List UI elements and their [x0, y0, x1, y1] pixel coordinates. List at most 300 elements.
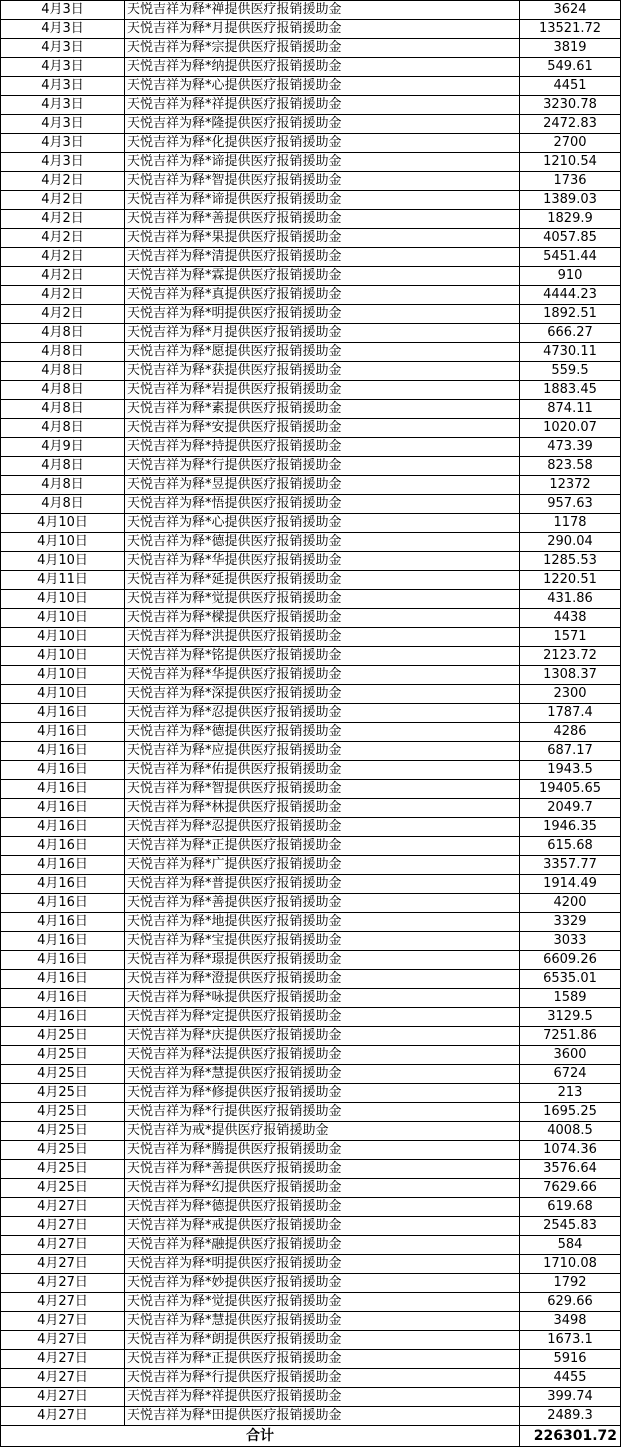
row-description: 天悦吉祥为释*佑提供医疗报销援助金 [125, 761, 520, 780]
row-date: 4月27日 [1, 1331, 125, 1350]
row-amount: 1883.45 [520, 381, 621, 400]
table-row [1, 1198, 621, 1217]
row-amount: 6535.01 [520, 970, 621, 989]
row-description: 天悦吉祥为释*宝提供医疗报销援助金 [125, 932, 520, 951]
row-date: 4月16日 [1, 989, 125, 1008]
row-date: 4月25日 [1, 1084, 125, 1103]
row-amount: 3576.64 [520, 1160, 621, 1179]
row-description: 天悦吉祥为释*德提供医疗报销援助金 [125, 533, 520, 552]
row-date: 4月25日 [1, 1065, 125, 1084]
table-row [1, 39, 621, 58]
row-description: 天悦吉祥为释*融提供医疗报销援助金 [125, 1236, 520, 1255]
row-amount: 1792 [520, 1274, 621, 1293]
table-row [1, 761, 621, 780]
row-description: 天悦吉祥为释*善提供医疗报销援助金 [125, 894, 520, 913]
row-amount: 4730.11 [520, 343, 621, 362]
table-row [1, 780, 621, 799]
row-amount: 1285.53 [520, 552, 621, 571]
row-date: 4月27日 [1, 1388, 125, 1407]
row-date: 4月16日 [1, 894, 125, 913]
row-amount: 1695.25 [520, 1103, 621, 1122]
table-row [1, 1388, 621, 1407]
row-amount: 3357.77 [520, 856, 621, 875]
table-row [1, 172, 621, 191]
row-amount: 3624 [520, 1, 621, 20]
row-amount: 4200 [520, 894, 621, 913]
row-date: 4月16日 [1, 837, 125, 856]
row-description: 天悦吉祥为释*忍提供医疗报销援助金 [125, 704, 520, 723]
table-row [1, 1350, 621, 1369]
row-date: 4月10日 [1, 514, 125, 533]
row-amount: 4057.85 [520, 229, 621, 248]
table-row [1, 1103, 621, 1122]
row-date: 4月27日 [1, 1217, 125, 1236]
row-date: 4月8日 [1, 400, 125, 419]
table-row [1, 267, 621, 286]
table-row [1, 1274, 621, 1293]
row-description: 天悦吉祥为释*祥提供医疗报销援助金 [125, 96, 520, 115]
row-amount: 1914.49 [520, 875, 621, 894]
row-date: 4月16日 [1, 742, 125, 761]
table-row [1, 115, 621, 134]
row-description: 天悦吉祥为释*善提供医疗报销援助金 [125, 1160, 520, 1179]
row-description: 天悦吉祥为释*妙提供医疗报销援助金 [125, 1274, 520, 1293]
table-row [1, 134, 621, 153]
row-description: 天悦吉祥为释*慧提供医疗报销援助金 [125, 1065, 520, 1084]
table-row [1, 609, 621, 628]
row-description: 天悦吉祥为释*正提供医疗报销援助金 [125, 837, 520, 856]
row-description: 天悦吉祥为释*祥提供医疗报销援助金 [125, 1388, 520, 1407]
row-description: 天悦吉祥为释*化提供医疗报销援助金 [125, 134, 520, 153]
table-row [1, 362, 621, 381]
row-description: 天悦吉祥为释*咏提供医疗报销援助金 [125, 989, 520, 1008]
row-description: 天悦吉祥为释*林提供医疗报销援助金 [125, 799, 520, 818]
row-description: 天悦吉祥为释*普提供医疗报销援助金 [125, 875, 520, 894]
row-amount: 399.74 [520, 1388, 621, 1407]
table-row [1, 1122, 621, 1141]
row-date: 4月2日 [1, 229, 125, 248]
row-description: 天悦吉祥为释*澄提供医疗报销援助金 [125, 970, 520, 989]
table-row [1, 153, 621, 172]
row-amount: 12372 [520, 476, 621, 495]
table-row [1, 1312, 621, 1331]
table-row [1, 343, 621, 362]
row-amount: 584 [520, 1236, 621, 1255]
table-row [1, 533, 621, 552]
row-date: 4月16日 [1, 799, 125, 818]
row-amount: 823.58 [520, 457, 621, 476]
row-description: 天悦吉祥为释*智提供医疗报销援助金 [125, 172, 520, 191]
row-date: 4月3日 [1, 134, 125, 153]
row-description: 天悦吉祥为释*霖提供医疗报销援助金 [125, 267, 520, 286]
table-body [1, 1, 621, 1426]
row-date: 4月27日 [1, 1407, 125, 1426]
row-description: 天悦吉祥为戒*提供医疗报销援助金 [125, 1122, 520, 1141]
table-row [1, 1255, 621, 1274]
table-row [1, 514, 621, 533]
row-amount: 1943.5 [520, 761, 621, 780]
row-amount: 1220.51 [520, 571, 621, 590]
table-row [1, 799, 621, 818]
row-amount: 1074.36 [520, 1141, 621, 1160]
row-amount: 2472.83 [520, 115, 621, 134]
row-description: 天悦吉祥为释*月提供医疗报销援助金 [125, 324, 520, 343]
table-row [1, 1, 621, 20]
row-date: 4月2日 [1, 248, 125, 267]
row-amount: 1946.35 [520, 818, 621, 837]
table-row [1, 1331, 621, 1350]
row-description: 天悦吉祥为释*获提供医疗报销援助金 [125, 362, 520, 381]
table-row [1, 191, 621, 210]
row-description: 天悦吉祥为释*行提供医疗报销援助金 [125, 1103, 520, 1122]
row-date: 4月3日 [1, 1, 125, 20]
table-row [1, 58, 621, 77]
row-amount: 3129.5 [520, 1008, 621, 1027]
row-description: 天悦吉祥为释*岩提供医疗报销援助金 [125, 381, 520, 400]
row-description: 天悦吉祥为释*安提供医疗报销援助金 [125, 419, 520, 438]
row-date: 4月3日 [1, 58, 125, 77]
row-description: 天悦吉祥为释*璟提供医疗报销援助金 [125, 951, 520, 970]
row-description: 天悦吉祥为释*善提供医疗报销援助金 [125, 210, 520, 229]
row-date: 4月8日 [1, 419, 125, 438]
row-date: 4月16日 [1, 1008, 125, 1027]
row-amount: 1829.9 [520, 210, 621, 229]
row-date: 4月16日 [1, 970, 125, 989]
row-amount: 1673.1 [520, 1331, 621, 1350]
row-description: 天悦吉祥为释*愿提供医疗报销援助金 [125, 343, 520, 362]
table-row [1, 210, 621, 229]
table-row [1, 1008, 621, 1027]
row-amount: 5451.44 [520, 248, 621, 267]
row-amount: 619.68 [520, 1198, 621, 1217]
table-row [1, 704, 621, 723]
row-amount: 1020.07 [520, 419, 621, 438]
row-date: 4月16日 [1, 761, 125, 780]
table-row [1, 419, 621, 438]
row-description: 天悦吉祥为释*铭提供医疗报销援助金 [125, 647, 520, 666]
table-row [1, 1160, 621, 1179]
table-row [1, 286, 621, 305]
row-amount: 957.63 [520, 495, 621, 514]
table-row [1, 1293, 621, 1312]
row-amount: 4451 [520, 77, 621, 96]
row-date: 4月10日 [1, 685, 125, 704]
row-amount: 3600 [520, 1046, 621, 1065]
row-description: 天悦吉祥为释*华提供医疗报销援助金 [125, 666, 520, 685]
table-row [1, 1369, 621, 1388]
table-row [1, 970, 621, 989]
total-label: 合计 [1, 1426, 520, 1447]
table-row [1, 552, 621, 571]
row-amount: 2049.7 [520, 799, 621, 818]
row-description: 天悦吉祥为释*悟提供医疗报销援助金 [125, 495, 520, 514]
table-row [1, 324, 621, 343]
row-description: 天悦吉祥为释*华提供医疗报销援助金 [125, 552, 520, 571]
row-date: 4月16日 [1, 951, 125, 970]
row-description: 天悦吉祥为释*果提供医疗报销援助金 [125, 229, 520, 248]
row-date: 4月16日 [1, 856, 125, 875]
row-date: 4月8日 [1, 476, 125, 495]
row-date: 4月2日 [1, 191, 125, 210]
row-date: 4月2日 [1, 172, 125, 191]
table-row [1, 989, 621, 1008]
row-description: 天悦吉祥为释*觉提供医疗报销援助金 [125, 590, 520, 609]
table-row [1, 476, 621, 495]
row-date: 4月25日 [1, 1103, 125, 1122]
table-row [1, 1065, 621, 1084]
row-amount: 549.61 [520, 58, 621, 77]
row-date: 4月16日 [1, 932, 125, 951]
row-date: 4月2日 [1, 210, 125, 229]
table-row [1, 818, 621, 837]
row-description: 天悦吉祥为释*心提供医疗报销援助金 [125, 514, 520, 533]
row-description: 天悦吉祥为释*清提供医疗报销援助金 [125, 248, 520, 267]
row-date: 4月27日 [1, 1236, 125, 1255]
row-description: 天悦吉祥为释*田提供医疗报销援助金 [125, 1407, 520, 1426]
row-amount: 1892.51 [520, 305, 621, 324]
table-row [1, 1236, 621, 1255]
row-amount: 5916 [520, 1350, 621, 1369]
table-row [1, 666, 621, 685]
row-date: 4月25日 [1, 1046, 125, 1065]
row-amount: 629.66 [520, 1293, 621, 1312]
row-date: 4月3日 [1, 96, 125, 115]
row-amount: 213 [520, 1084, 621, 1103]
row-date: 4月3日 [1, 39, 125, 58]
row-date: 4月11日 [1, 571, 125, 590]
row-date: 4月8日 [1, 362, 125, 381]
row-description: 天悦吉祥为释*谛提供医疗报销援助金 [125, 191, 520, 210]
row-amount: 4455 [520, 1369, 621, 1388]
row-date: 4月25日 [1, 1027, 125, 1046]
row-amount: 6724 [520, 1065, 621, 1084]
row-date: 4月8日 [1, 457, 125, 476]
table-row [1, 894, 621, 913]
table-row [1, 913, 621, 932]
row-amount: 666.27 [520, 324, 621, 343]
row-date: 4月16日 [1, 875, 125, 894]
row-description: 天悦吉祥为释*心提供医疗报销援助金 [125, 77, 520, 96]
row-date: 4月10日 [1, 628, 125, 647]
row-amount: 1710.08 [520, 1255, 621, 1274]
row-amount: 3230.78 [520, 96, 621, 115]
table-row [1, 1407, 621, 1426]
row-description: 天悦吉祥为释*纳提供医疗报销援助金 [125, 58, 520, 77]
row-description: 天悦吉祥为释*深提供医疗报销援助金 [125, 685, 520, 704]
row-amount: 910 [520, 267, 621, 286]
row-description: 天悦吉祥为释*明提供医疗报销援助金 [125, 305, 520, 324]
table-row [1, 381, 621, 400]
table-row [1, 305, 621, 324]
row-description: 天悦吉祥为释*月提供医疗报销援助金 [125, 20, 520, 39]
row-amount: 1210.54 [520, 153, 621, 172]
row-amount: 2123.72 [520, 647, 621, 666]
row-amount: 6609.26 [520, 951, 621, 970]
row-date: 4月2日 [1, 286, 125, 305]
row-date: 4月8日 [1, 324, 125, 343]
table-row [1, 1217, 621, 1236]
row-date: 4月10日 [1, 590, 125, 609]
table-row [1, 248, 621, 267]
row-description: 天悦吉祥为释*幻提供医疗报销援助金 [125, 1179, 520, 1198]
table-row [1, 647, 621, 666]
row-description: 天悦吉祥为释*戒提供医疗报销援助金 [125, 1217, 520, 1236]
table-row [1, 628, 621, 647]
row-description: 天悦吉祥为释*持提供医疗报销援助金 [125, 438, 520, 457]
row-date: 4月2日 [1, 267, 125, 286]
table-row [1, 1027, 621, 1046]
row-description: 天悦吉祥为释*应提供医疗报销援助金 [125, 742, 520, 761]
table-row [1, 229, 621, 248]
row-amount: 4008.5 [520, 1122, 621, 1141]
row-description: 天悦吉祥为释*禅提供医疗报销援助金 [125, 1, 520, 20]
row-date: 4月16日 [1, 780, 125, 799]
row-date: 4月27日 [1, 1369, 125, 1388]
row-description: 天悦吉祥为释*行提供医疗报销援助金 [125, 1369, 520, 1388]
row-date: 4月27日 [1, 1350, 125, 1369]
row-date: 4月8日 [1, 495, 125, 514]
table-row [1, 77, 621, 96]
row-description: 天悦吉祥为释*正提供医疗报销援助金 [125, 1350, 520, 1369]
row-amount: 687.17 [520, 742, 621, 761]
total-amount: 226301.72 [520, 1426, 621, 1447]
row-date: 4月10日 [1, 666, 125, 685]
row-description: 天悦吉祥为释*定提供医疗报销援助金 [125, 1008, 520, 1027]
row-description: 天悦吉祥为释*地提供医疗报销援助金 [125, 913, 520, 932]
row-date: 4月16日 [1, 723, 125, 742]
row-amount: 1736 [520, 172, 621, 191]
row-date: 4月3日 [1, 20, 125, 39]
row-description: 天悦吉祥为释*忍提供医疗报销援助金 [125, 818, 520, 837]
table-row [1, 20, 621, 39]
row-date: 4月9日 [1, 438, 125, 457]
row-date: 4月8日 [1, 343, 125, 362]
table-row [1, 932, 621, 951]
table-row [1, 723, 621, 742]
row-date: 4月3日 [1, 115, 125, 134]
table-row [1, 1046, 621, 1065]
table-row [1, 438, 621, 457]
table-row [1, 96, 621, 115]
row-description: 天悦吉祥为释*庆提供医疗报销援助金 [125, 1027, 520, 1046]
row-date: 4月10日 [1, 647, 125, 666]
row-date: 4月27日 [1, 1293, 125, 1312]
row-date: 4月10日 [1, 552, 125, 571]
row-amount: 2700 [520, 134, 621, 153]
table-row [1, 951, 621, 970]
row-amount: 4286 [520, 723, 621, 742]
row-date: 4月2日 [1, 305, 125, 324]
row-amount: 1787.4 [520, 704, 621, 723]
table-row [1, 457, 621, 476]
row-amount: 1571 [520, 628, 621, 647]
row-description: 天悦吉祥为释*朗提供医疗报销援助金 [125, 1331, 520, 1350]
table-row [1, 875, 621, 894]
row-date: 4月27日 [1, 1198, 125, 1217]
row-description: 天悦吉祥为释*宗提供医疗报销援助金 [125, 39, 520, 58]
table-row [1, 495, 621, 514]
table-row [1, 1141, 621, 1160]
row-amount: 290.04 [520, 533, 621, 552]
row-date: 4月10日 [1, 533, 125, 552]
row-date: 4月16日 [1, 913, 125, 932]
row-date: 4月25日 [1, 1122, 125, 1141]
total-row [1, 1426, 621, 1447]
row-date: 4月16日 [1, 818, 125, 837]
row-date: 4月27日 [1, 1274, 125, 1293]
row-description: 天悦吉祥为释*昱提供医疗报销援助金 [125, 476, 520, 495]
row-amount: 615.68 [520, 837, 621, 856]
row-description: 天悦吉祥为释*觉提供医疗报销援助金 [125, 1293, 520, 1312]
row-description: 天悦吉祥为释*明提供医疗报销援助金 [125, 1255, 520, 1274]
table-row [1, 685, 621, 704]
row-amount: 7251.86 [520, 1027, 621, 1046]
row-description: 天悦吉祥为释*谛提供医疗报销援助金 [125, 153, 520, 172]
row-amount: 3329 [520, 913, 621, 932]
row-date: 4月25日 [1, 1160, 125, 1179]
row-date: 4月10日 [1, 609, 125, 628]
row-date: 4月3日 [1, 153, 125, 172]
row-amount: 3498 [520, 1312, 621, 1331]
row-date: 4月25日 [1, 1179, 125, 1198]
row-amount: 1389.03 [520, 191, 621, 210]
row-date: 4月3日 [1, 77, 125, 96]
table-row [1, 1179, 621, 1198]
table-row [1, 837, 621, 856]
row-amount: 4438 [520, 609, 621, 628]
row-amount: 1178 [520, 514, 621, 533]
row-description: 天悦吉祥为释*广提供医疗报销援助金 [125, 856, 520, 875]
row-description: 天悦吉祥为释*智提供医疗报销援助金 [125, 780, 520, 799]
table-row [1, 571, 621, 590]
row-amount: 2489.3 [520, 1407, 621, 1426]
row-amount: 2545.83 [520, 1217, 621, 1236]
row-amount: 7629.66 [520, 1179, 621, 1198]
row-description: 天悦吉祥为释*腾提供医疗报销援助金 [125, 1141, 520, 1160]
row-date: 4月8日 [1, 381, 125, 400]
row-description: 天悦吉祥为释*素提供医疗报销援助金 [125, 400, 520, 419]
row-amount: 19405.65 [520, 780, 621, 799]
row-description: 天悦吉祥为释*延提供医疗报销援助金 [125, 571, 520, 590]
row-amount: 13521.72 [520, 20, 621, 39]
row-amount: 1308.37 [520, 666, 621, 685]
row-description: 天悦吉祥为释*洪提供医疗报销援助金 [125, 628, 520, 647]
row-date: 4月27日 [1, 1255, 125, 1274]
table-row [1, 400, 621, 419]
row-amount: 431.86 [520, 590, 621, 609]
table-row [1, 856, 621, 875]
row-description: 天悦吉祥为释*隆提供医疗报销援助金 [125, 115, 520, 134]
row-description: 天悦吉祥为释*德提供医疗报销援助金 [125, 1198, 520, 1217]
row-amount: 874.11 [520, 400, 621, 419]
row-description: 天悦吉祥为释*法提供医疗报销援助金 [125, 1046, 520, 1065]
row-amount: 3819 [520, 39, 621, 58]
row-description: 天悦吉祥为释*德提供医疗报销援助金 [125, 723, 520, 742]
row-description: 天悦吉祥为释*慧提供医疗报销援助金 [125, 1312, 520, 1331]
row-description: 天悦吉祥为释*真提供医疗报销援助金 [125, 286, 520, 305]
table-row [1, 742, 621, 761]
row-amount: 559.5 [520, 362, 621, 381]
table-row [1, 1084, 621, 1103]
table-row [1, 590, 621, 609]
row-date: 4月25日 [1, 1141, 125, 1160]
row-description: 天悦吉祥为释*修提供医疗报销援助金 [125, 1084, 520, 1103]
row-amount: 473.39 [520, 438, 621, 457]
row-amount: 3033 [520, 932, 621, 951]
row-description: 天悦吉祥为释*行提供医疗报销援助金 [125, 457, 520, 476]
row-date: 4月27日 [1, 1312, 125, 1331]
row-date: 4月16日 [1, 704, 125, 723]
